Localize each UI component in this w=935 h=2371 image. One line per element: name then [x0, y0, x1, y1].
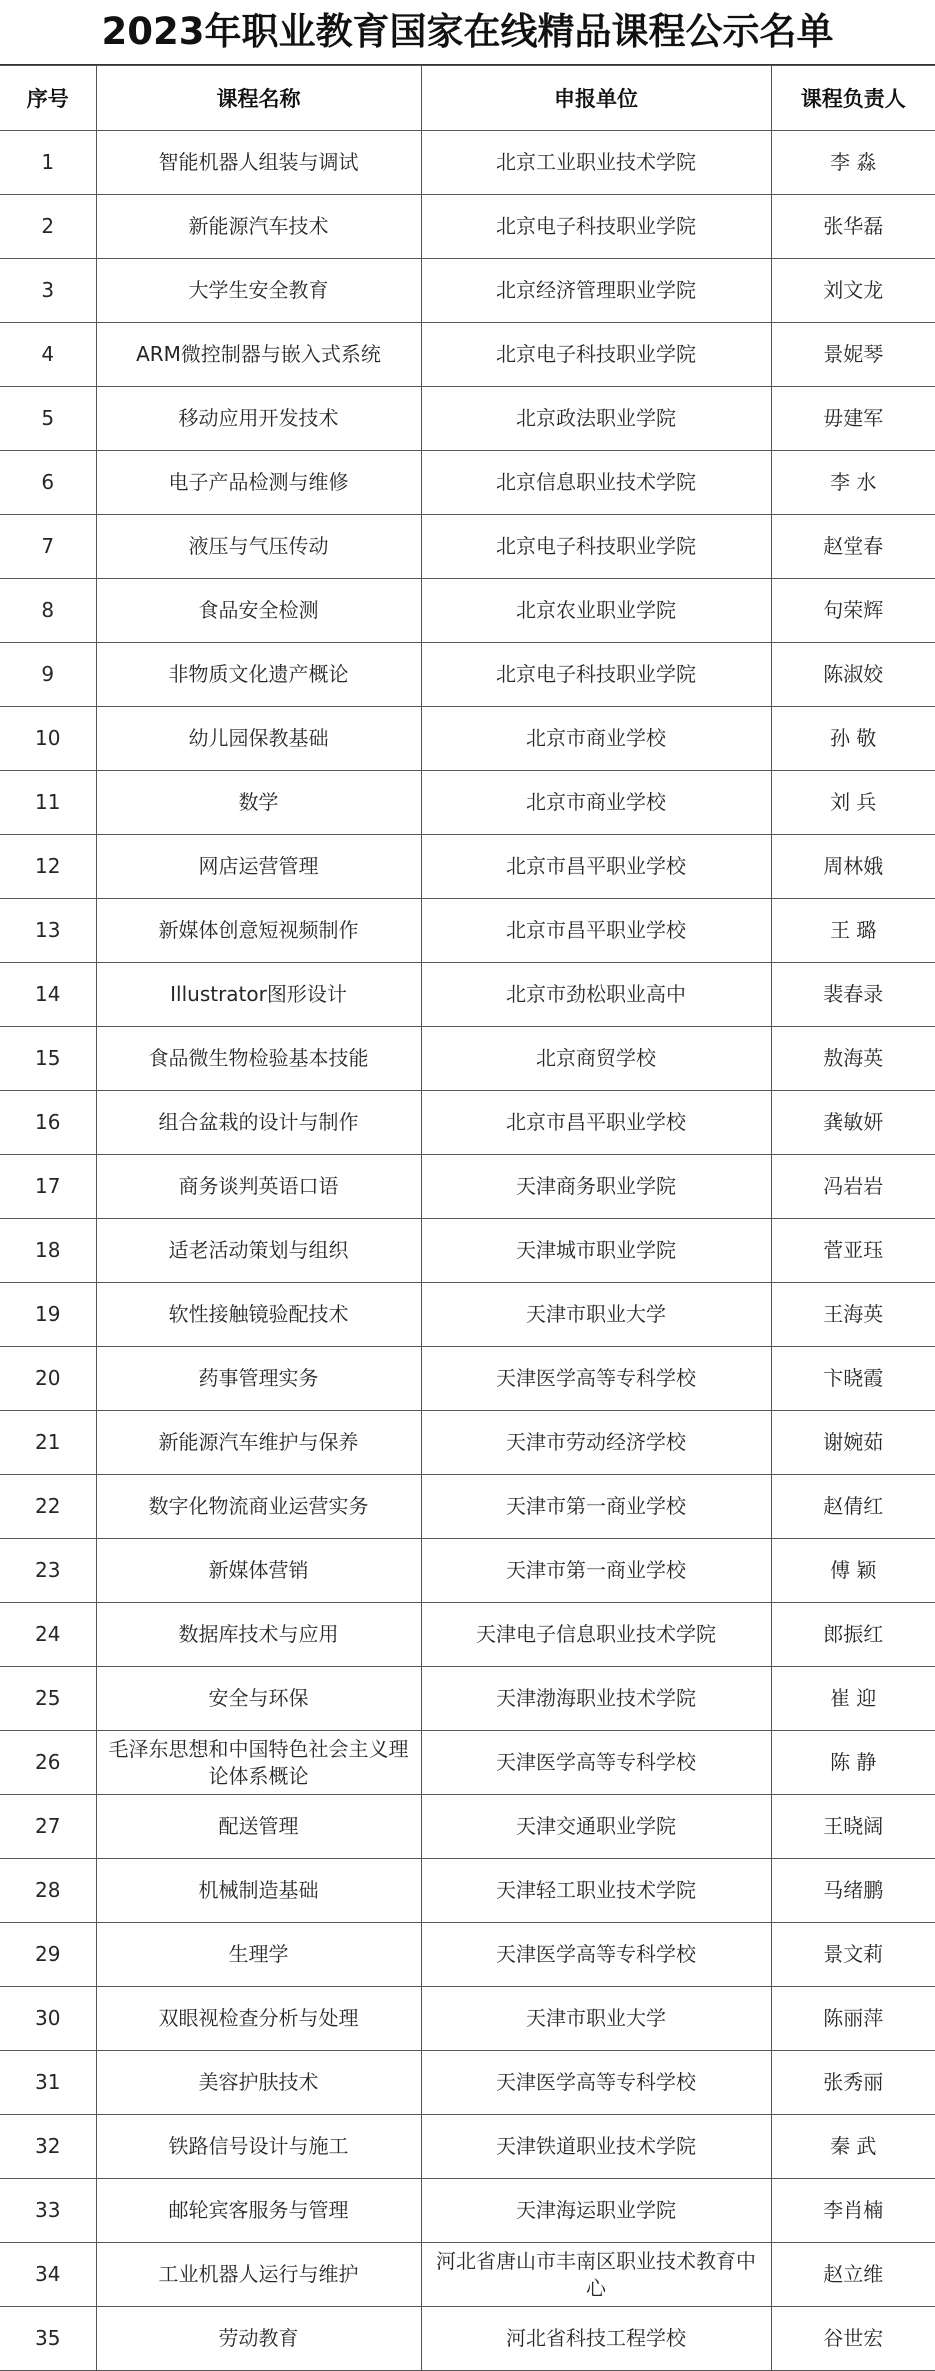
cell-leader: 谷世宏 — [771, 2307, 935, 2371]
cell-course-name: 机械制造基础 — [96, 1859, 421, 1923]
cell-course-name: 生理学 — [96, 1923, 421, 1987]
cell-index: 1 — [0, 131, 96, 195]
cell-leader: 景文莉 — [771, 1923, 935, 1987]
cell-unit: 北京市昌平职业学校 — [421, 899, 771, 963]
table-row — [0, 515, 935, 579]
cell-leader: 句荣辉 — [771, 579, 935, 643]
cell-index: 7 — [0, 515, 96, 579]
cell-course-name: 安全与环保 — [96, 1667, 421, 1731]
cell-index: 12 — [0, 835, 96, 899]
table-row — [0, 323, 935, 387]
cell-index: 23 — [0, 1539, 96, 1603]
table-row — [0, 1283, 935, 1347]
cell-index: 27 — [0, 1795, 96, 1859]
cell-course-name: 毛泽东思想和中国特色社会主义理论体系概论 — [96, 1731, 421, 1795]
cell-course-name: 美容护肤技术 — [96, 2051, 421, 2115]
table-row — [0, 899, 935, 963]
cell-index: 16 — [0, 1091, 96, 1155]
cell-leader: 郎振红 — [771, 1603, 935, 1667]
cell-course-name: 大学生安全教育 — [96, 259, 421, 323]
table-row — [0, 1667, 935, 1731]
cell-unit: 北京电子科技职业学院 — [421, 195, 771, 259]
cell-unit: 北京市昌平职业学校 — [421, 1091, 771, 1155]
table-row — [0, 1475, 935, 1539]
table-row — [0, 387, 935, 451]
cell-index: 14 — [0, 963, 96, 1027]
cell-index: 24 — [0, 1603, 96, 1667]
table-row — [0, 2051, 935, 2115]
cell-leader: 李肖楠 — [771, 2179, 935, 2243]
cell-unit: 北京电子科技职业学院 — [421, 643, 771, 707]
table-row — [0, 1539, 935, 1603]
cell-unit: 北京工业职业技术学院 — [421, 131, 771, 195]
cell-unit: 河北省唐山市丰南区职业技术教育中心 — [421, 2243, 771, 2307]
cell-unit: 天津电子信息职业技术学院 — [421, 1603, 771, 1667]
cell-leader: 赵立维 — [771, 2243, 935, 2307]
cell-unit: 天津医学高等专科学校 — [421, 1923, 771, 1987]
course-table — [0, 65, 935, 2371]
cell-course-name: 新媒体营销 — [96, 1539, 421, 1603]
cell-course-name: 非物质文化遗产概论 — [96, 643, 421, 707]
cell-unit: 天津海运职业学院 — [421, 2179, 771, 2243]
cell-unit: 天津商务职业学院 — [421, 1155, 771, 1219]
cell-course-name: 电子产品检测与维修 — [96, 451, 421, 515]
table-row — [0, 1603, 935, 1667]
cell-index: 17 — [0, 1155, 96, 1219]
table-row — [0, 579, 935, 643]
cell-leader: 毋建军 — [771, 387, 935, 451]
cell-unit: 北京电子科技职业学院 — [421, 323, 771, 387]
cell-unit: 天津铁道职业技术学院 — [421, 2115, 771, 2179]
cell-leader: 龚敏妍 — [771, 1091, 935, 1155]
cell-leader: 敖海英 — [771, 1027, 935, 1091]
cell-unit: 天津轻工职业技术学院 — [421, 1859, 771, 1923]
cell-index: 9 — [0, 643, 96, 707]
cell-unit: 北京市商业学校 — [421, 707, 771, 771]
cell-course-name: 数据库技术与应用 — [96, 1603, 421, 1667]
cell-unit: 天津交通职业学院 — [421, 1795, 771, 1859]
table-row — [0, 707, 935, 771]
cell-index: 29 — [0, 1923, 96, 1987]
cell-leader: 冯岩岩 — [771, 1155, 935, 1219]
cell-course-name: 邮轮宾客服务与管理 — [96, 2179, 421, 2243]
cell-index: 22 — [0, 1475, 96, 1539]
cell-index: 3 — [0, 259, 96, 323]
cell-leader: 孙 敬 — [771, 707, 935, 771]
table-row — [0, 1411, 935, 1475]
cell-leader: 陈丽萍 — [771, 1987, 935, 2051]
cell-leader: 周林娥 — [771, 835, 935, 899]
cell-leader: 秦 武 — [771, 2115, 935, 2179]
cell-leader: 王海英 — [771, 1283, 935, 1347]
cell-unit: 天津医学高等专科学校 — [421, 1347, 771, 1411]
table-row — [0, 2115, 935, 2179]
cell-leader: 刘 兵 — [771, 771, 935, 835]
cell-leader: 陈 静 — [771, 1731, 935, 1795]
cell-index: 6 — [0, 451, 96, 515]
cell-index: 13 — [0, 899, 96, 963]
cell-unit: 北京市昌平职业学校 — [421, 835, 771, 899]
cell-index: 11 — [0, 771, 96, 835]
table-row — [0, 963, 935, 1027]
table-row — [0, 1923, 935, 1987]
table-row — [0, 131, 935, 195]
cell-course-name: 移动应用开发技术 — [96, 387, 421, 451]
cell-index: 10 — [0, 707, 96, 771]
cell-unit: 天津医学高等专科学校 — [421, 2051, 771, 2115]
cell-course-name: 食品安全检测 — [96, 579, 421, 643]
cell-unit: 北京商贸学校 — [421, 1027, 771, 1091]
cell-leader: 傅 颖 — [771, 1539, 935, 1603]
cell-leader: 李 淼 — [771, 131, 935, 195]
cell-index: 8 — [0, 579, 96, 643]
cell-course-name: 组合盆栽的设计与制作 — [96, 1091, 421, 1155]
cell-leader: 谢婉茹 — [771, 1411, 935, 1475]
cell-course-name: 双眼视检查分析与处理 — [96, 1987, 421, 2051]
cell-unit: 北京政法职业学院 — [421, 387, 771, 451]
cell-course-name: 新媒体创意短视频制作 — [96, 899, 421, 963]
cell-course-name: 药事管理实务 — [96, 1347, 421, 1411]
cell-leader: 王晓阔 — [771, 1795, 935, 1859]
table-row — [0, 771, 935, 835]
cell-unit: 北京经济管理职业学院 — [421, 259, 771, 323]
cell-unit: 北京电子科技职业学院 — [421, 515, 771, 579]
cell-course-name: 食品微生物检验基本技能 — [96, 1027, 421, 1091]
cell-course-name: 劳动教育 — [96, 2307, 421, 2371]
cell-unit: 天津城市职业学院 — [421, 1219, 771, 1283]
cell-course-name: Illustrator图形设计 — [96, 963, 421, 1027]
cell-course-name: 新能源汽车维护与保养 — [96, 1411, 421, 1475]
cell-course-name: 工业机器人运行与维护 — [96, 2243, 421, 2307]
header-course-name: 课程名称 — [96, 66, 421, 131]
cell-unit: 河北省科技工程学校 — [421, 2307, 771, 2371]
cell-index: 31 — [0, 2051, 96, 2115]
cell-index: 26 — [0, 1731, 96, 1795]
cell-leader: 张华磊 — [771, 195, 935, 259]
cell-unit: 北京信息职业技术学院 — [421, 451, 771, 515]
cell-index: 18 — [0, 1219, 96, 1283]
cell-course-name: 适老活动策划与组织 — [96, 1219, 421, 1283]
cell-course-name: 液压与气压传动 — [96, 515, 421, 579]
cell-index: 19 — [0, 1283, 96, 1347]
table-row — [0, 451, 935, 515]
cell-index: 32 — [0, 2115, 96, 2179]
cell-unit: 天津渤海职业技术学院 — [421, 1667, 771, 1731]
cell-unit: 天津医学高等专科学校 — [421, 1731, 771, 1795]
page-title: 2023年职业教育国家在线精品课程公示名单 — [0, 0, 935, 65]
table-row — [0, 259, 935, 323]
header-leader: 课程负责人 — [771, 66, 935, 131]
cell-leader: 卞晓霞 — [771, 1347, 935, 1411]
cell-course-name: 商务谈判英语口语 — [96, 1155, 421, 1219]
cell-course-name: 软性接触镜验配技术 — [96, 1283, 421, 1347]
cell-index: 30 — [0, 1987, 96, 2051]
cell-index: 28 — [0, 1859, 96, 1923]
table-row — [0, 1347, 935, 1411]
cell-unit: 北京市劲松职业高中 — [421, 963, 771, 1027]
table-row — [0, 835, 935, 899]
header-index: 序号 — [0, 66, 96, 131]
table-row — [0, 195, 935, 259]
cell-index: 20 — [0, 1347, 96, 1411]
table-row — [0, 1091, 935, 1155]
table-row — [0, 2243, 935, 2307]
cell-leader: 张秀丽 — [771, 2051, 935, 2115]
table-row — [0, 643, 935, 707]
table-row — [0, 1731, 935, 1795]
cell-course-name: 数学 — [96, 771, 421, 835]
cell-index: 15 — [0, 1027, 96, 1091]
cell-unit: 天津市劳动经济学校 — [421, 1411, 771, 1475]
cell-index: 4 — [0, 323, 96, 387]
cell-course-name: 网店运营管理 — [96, 835, 421, 899]
cell-unit: 天津市第一商业学校 — [421, 1475, 771, 1539]
cell-unit: 天津市职业大学 — [421, 1987, 771, 2051]
cell-course-name: 幼儿园保教基础 — [96, 707, 421, 771]
cell-unit: 天津市职业大学 — [421, 1283, 771, 1347]
cell-index: 2 — [0, 195, 96, 259]
table-row — [0, 2179, 935, 2243]
cell-course-name: 配送管理 — [96, 1795, 421, 1859]
cell-unit: 北京市商业学校 — [421, 771, 771, 835]
cell-unit: 天津市第一商业学校 — [421, 1539, 771, 1603]
table-row — [0, 1027, 935, 1091]
table-row — [0, 1795, 935, 1859]
cell-leader: 景妮琴 — [771, 323, 935, 387]
table-row — [0, 1155, 935, 1219]
cell-leader: 刘文龙 — [771, 259, 935, 323]
cell-leader: 陈淑姣 — [771, 643, 935, 707]
cell-index: 33 — [0, 2179, 96, 2243]
table-row — [0, 2307, 935, 2371]
cell-course-name: 新能源汽车技术 — [96, 195, 421, 259]
table-row — [0, 1859, 935, 1923]
table-header-row — [0, 66, 935, 131]
cell-index: 34 — [0, 2243, 96, 2307]
cell-course-name: 铁路信号设计与施工 — [96, 2115, 421, 2179]
cell-index: 21 — [0, 1411, 96, 1475]
cell-leader: 马绪鹏 — [771, 1859, 935, 1923]
cell-course-name: 智能机器人组装与调试 — [96, 131, 421, 195]
cell-unit: 北京农业职业学院 — [421, 579, 771, 643]
cell-course-name: 数字化物流商业运营实务 — [96, 1475, 421, 1539]
table-body — [0, 131, 935, 2371]
cell-leader: 王 璐 — [771, 899, 935, 963]
table-row — [0, 1219, 935, 1283]
cell-leader: 李 水 — [771, 451, 935, 515]
cell-leader: 菅亚珏 — [771, 1219, 935, 1283]
cell-leader: 赵堂春 — [771, 515, 935, 579]
cell-index: 25 — [0, 1667, 96, 1731]
cell-index: 35 — [0, 2307, 96, 2371]
table-row — [0, 1987, 935, 2051]
header-unit: 申报单位 — [421, 66, 771, 131]
cell-leader: 裴春录 — [771, 963, 935, 1027]
cell-index: 5 — [0, 387, 96, 451]
cell-leader: 赵倩红 — [771, 1475, 935, 1539]
cell-course-name: ARM微控制器与嵌入式系统 — [96, 323, 421, 387]
cell-leader: 崔 迎 — [771, 1667, 935, 1731]
